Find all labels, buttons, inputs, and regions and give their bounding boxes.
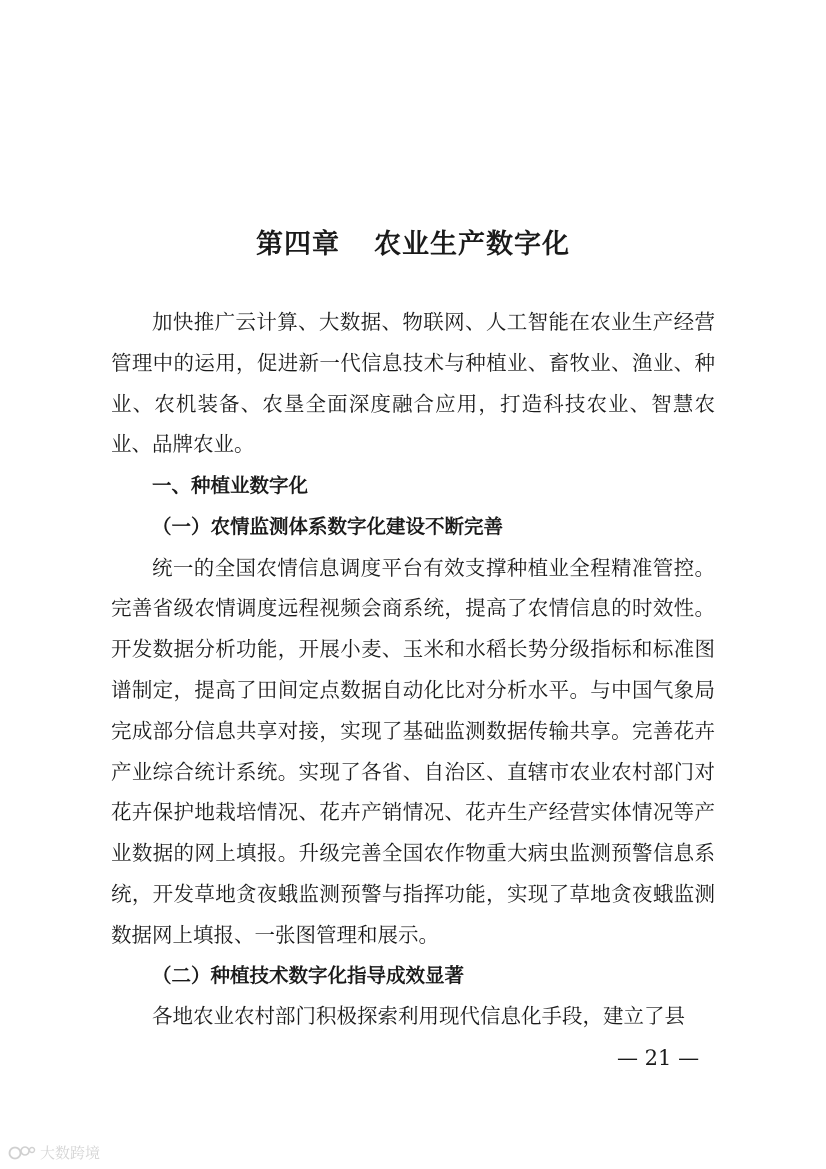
subsection-1-paragraph: 统一的全国农情信息调度平台有效支撑种植业全程精准管控。完善省级农情调度远程视频会商系统，提高了农情信息的时效性。开发数据分析功能，开展小麦、玉米和水稻长势分级指标和标准图谱制定，提高了田间定点数据自动化比对分析水平。与中国气象局完成部分信息共享对接，实现了基础监测数据传输共享。完善花卉产业综合统计系统。实现了各省、自治区、直辖市农业农村部门对花卉保护地栽培情况、花卉产销情况、花卉生产经营实体情况等产业数据的网上填报。升级完善全国农作物重大病虫监测预警信息系统，开发草地贪夜蛾监测预警与指挥功能，实现了草地贪夜蛾监测数据网上填报、一张图管理和展示。: [111, 555, 715, 947]
chapter-number: 第四章: [256, 229, 340, 260]
chapter-title: [0, 222, 826, 261]
intro-paragraph: 加快推广云计算、大数据、物联网、人工智能在农业生产经营管理中的运用，促进新一代信息技术与种植业、畜牧业、渔业、种业、农机装备、农垦全面深度融合应用，打造科技农业、智慧农业、品牌农业。: [111, 310, 715, 457]
watermark: [8, 1142, 100, 1163]
subsection-2-paragraph: 各地农业农村部门积极探索利用现代信息化手段，建立了县: [152, 1004, 685, 1029]
page-number: — 21 —: [617, 1046, 700, 1070]
body-text-upper: [111, 302, 715, 465]
section-heading: 一、种植业数字化: [152, 474, 309, 497]
chapter-name: 农业生产数字化: [374, 229, 570, 260]
watermark-text: 大数跨境: [40, 1144, 101, 1162]
subsection-heading-1: （一）农情监测体系数字化建设不断完善: [152, 514, 504, 538]
section-1: [111, 466, 715, 1037]
subsection-heading-2: （二）种植技术数字化指导成效显著: [152, 963, 465, 987]
brand-logo-icon: [8, 1144, 36, 1162]
